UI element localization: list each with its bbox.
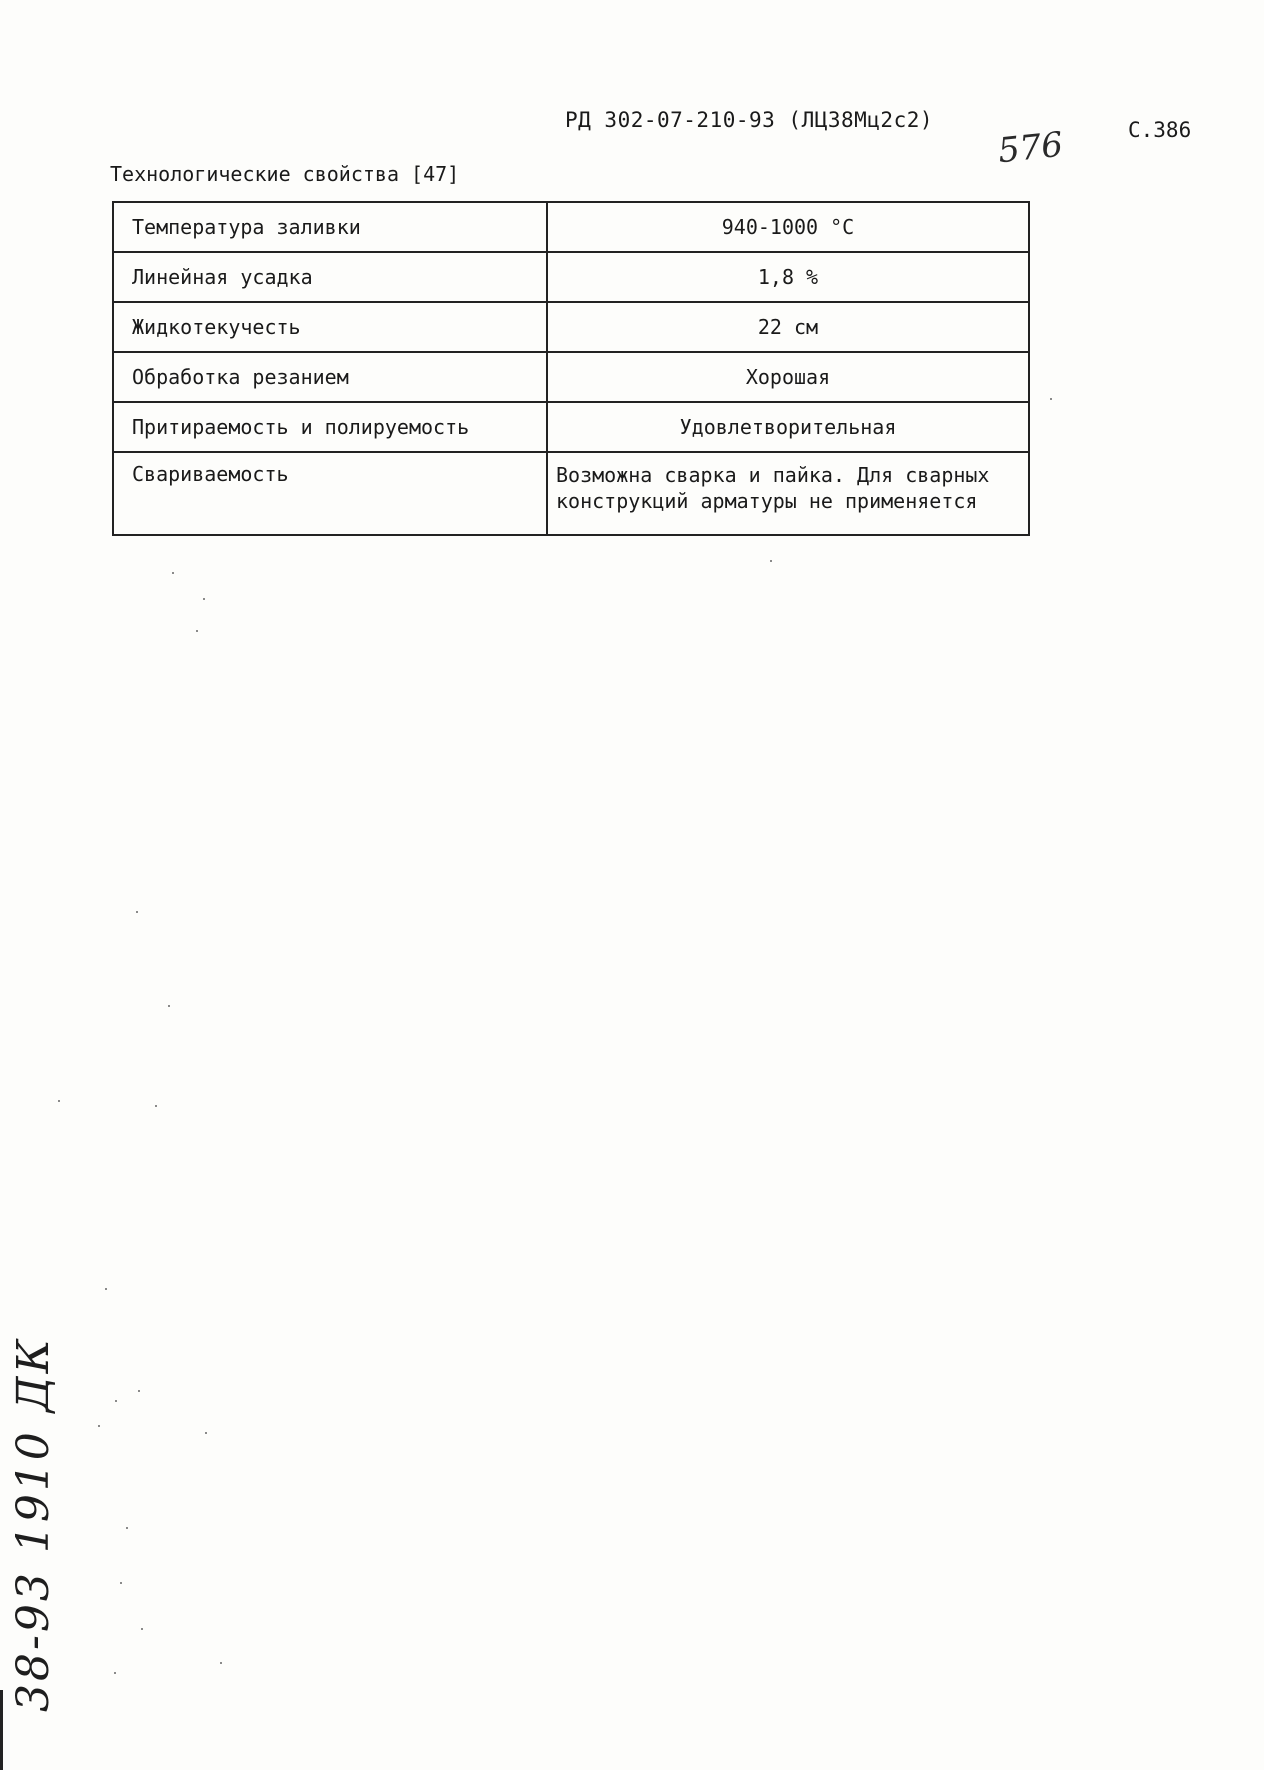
page-number: С.386 [1128, 118, 1192, 142]
table-row [113, 452, 1029, 535]
property-name: Свариваемость [113, 452, 547, 535]
document-code: РД 302-07-210-93 (ЛЦ38Мц2с2) [565, 108, 934, 132]
scan-speck [98, 1425, 100, 1427]
scan-speck [203, 598, 205, 600]
scan-speck [196, 630, 198, 632]
handwritten-page-number: 576 [996, 124, 1065, 172]
property-value: 1,8 % [547, 252, 1029, 302]
table-row [113, 202, 1029, 252]
technological-properties-table [112, 201, 1030, 536]
scan-speck [168, 1005, 170, 1007]
scan-speck [172, 572, 174, 574]
scan-speck [58, 1100, 60, 1102]
margin-rule [0, 1690, 3, 1770]
table-row [113, 302, 1029, 352]
table-row [113, 252, 1029, 302]
handwritten-margin-note: 38-93 1910 ДК [8, 1336, 59, 1712]
property-name: Обработка резанием [113, 352, 547, 402]
property-value: Удовлетворительная [547, 402, 1029, 452]
section-title: Технологические свойства [47] [110, 162, 460, 186]
property-name: Жидкотекучесть [113, 302, 547, 352]
property-value-line: Возможна сварка и пайка. Для сварных [556, 463, 990, 487]
property-value [547, 452, 1029, 535]
scan-speck [138, 1390, 140, 1392]
scan-speck [205, 1432, 207, 1434]
scan-speck [115, 1400, 117, 1402]
scan-speck [155, 1105, 157, 1107]
scan-speck [126, 1527, 128, 1529]
property-name: Притираемость и полируемость [113, 402, 547, 452]
table-row [113, 352, 1029, 402]
scan-speck [141, 1628, 143, 1630]
scan-speck [120, 1582, 122, 1584]
property-value: Хорошая [547, 352, 1029, 402]
property-name: Линейная усадка [113, 252, 547, 302]
scan-speck [136, 911, 138, 913]
scan-speck [220, 1662, 222, 1664]
property-value-line: конструкций арматуры не применяется [556, 489, 978, 513]
property-name: Температура заливки [113, 202, 547, 252]
property-value: 940-1000 °С [547, 202, 1029, 252]
scan-speck [105, 1288, 107, 1290]
property-value: 22 см [547, 302, 1029, 352]
scan-speck [1050, 398, 1052, 400]
scan-speck [114, 1672, 116, 1674]
table-row [113, 402, 1029, 452]
scan-speck [770, 560, 772, 562]
